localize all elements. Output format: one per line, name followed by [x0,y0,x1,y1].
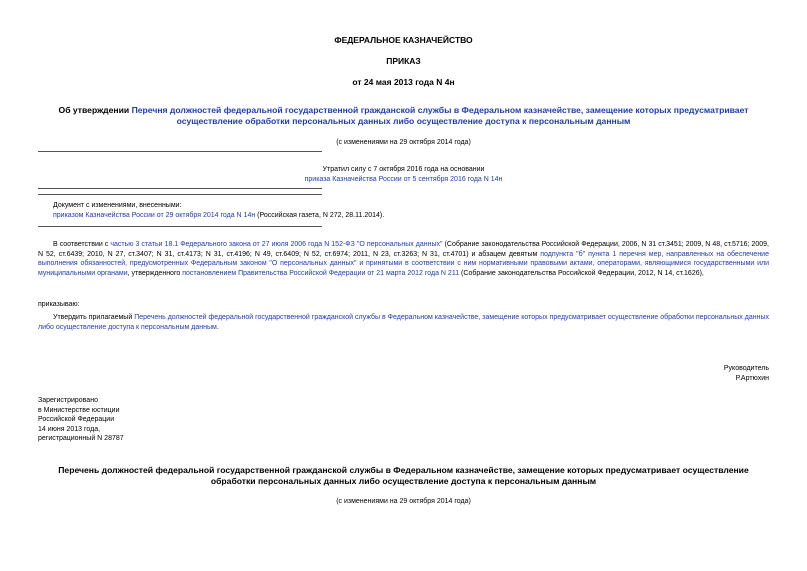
registration-line: регистрационный N 28787 [38,435,124,442]
law-link[interactable]: частью 3 статьи 18.1 Федерального закона от 27 июля 2006 года N 152-ФЗ "О персональных данных" [110,241,443,248]
approve-paragraph [38,313,769,332]
signature-role: Руководитель [723,365,769,372]
lapsed-link[interactable]: приказа Казначейства России от 5 сентября 2016 года N 14н [304,176,503,183]
registration-line: в Министерстве юстиции [38,406,120,414]
divider [38,226,322,227]
approve-text: . [216,323,219,331]
changes-reference [53,211,773,221]
divider [38,194,322,195]
changes-tail: (Российская газета, N 272, 28.11.2014). [255,212,385,219]
preamble-text: , утвержденного [127,269,183,277]
order-word: приказываю: [38,301,80,308]
registration-line: Российской Федерации [38,416,115,423]
signature-name: Р.Артюхин [735,375,769,382]
resolution-link[interactable]: постановлением Правительства Российской Федерации от 21 марта 2012 года N 211 [182,269,460,277]
registration-line: Зарегистрировано [38,397,98,404]
approve-text: Утвердить прилагаемый [53,314,135,321]
doc-date-number: от 24 мая 2013 года N 4н [352,77,455,87]
list-link[interactable]: Перечень должностей федеральной государственной гражданской службы в Федеральном казначействе, замещение которых предусматривает осуществление обработки персональных данных либо осуществление доступа к персональным данным [38,314,769,331]
divider [38,188,322,189]
doc-title [30,105,777,127]
lapsed-notice: Утратил силу с 7 октября 2016 года на основании [322,166,485,173]
org-name: ФЕДЕРАЛЬНОЕ КАЗНАЧЕЙСТВО [334,35,473,45]
registration-block [38,396,124,444]
amendment-note: (с изменениями на 29 октября 2014 года) [336,139,471,146]
list-title: Перечень должностей федеральной государственной гражданской службы в Федеральном казначействе, замещение которых предусматривает осуществление обработки персональных данных либо осуществление доступа к персональным данным [58,465,749,486]
list-amendment-note: (с изменениями на 29 октября 2014 года) [336,498,471,505]
preamble-text: В соответствии с [53,241,111,248]
registration-line: 14 июня 2013 года, [38,425,101,433]
doc-title-link[interactable]: Перечня должностей федеральной государственной гражданской службы в Федеральном казначействе, замещение которых предусматривает осуществление обработки персональных данных либо осуществление доступа к персональным данным [131,105,749,126]
measures-link[interactable]: подпункта "б" пункта 1 перечня мер, направленных на обеспечение выполнения обязанностей, предусмотренных Федеральным законом "О персональных данных" и принятыми в соответствии с ним нормативными правовыми актами, операторами, являющимися государственными или муниципальными органами [38,250,769,277]
preamble-text: (Собрание законодательства Российской Федерации, 2012, N 14, ст.1626), [459,269,704,277]
changes-label: Документ с изменениями, внесенными: [53,202,182,209]
divider [38,151,322,152]
preamble-paragraph [38,240,769,278]
preamble-text: (Собрание законодательства Российской Федерации, 2006, N 31 ст.3451; 2009, N 48, ст.5716; 2009, N 52, ст.6439; 2010, N 27, ст.3407; N 31, ст.4173; N 31, ст.4196; N 49, ст.6409; N 52, ст.6974; 2011, N 23, ст.3263; N 31, ст.4701) и абзацем девятым [38,241,770,258]
changes-link[interactable]: приказом Казначейства России от 29 октября 2014 года N 14н [53,212,256,219]
doc-title-prefix: Об утверждении [58,105,132,115]
doc-type: ПРИКАЗ [386,56,421,66]
